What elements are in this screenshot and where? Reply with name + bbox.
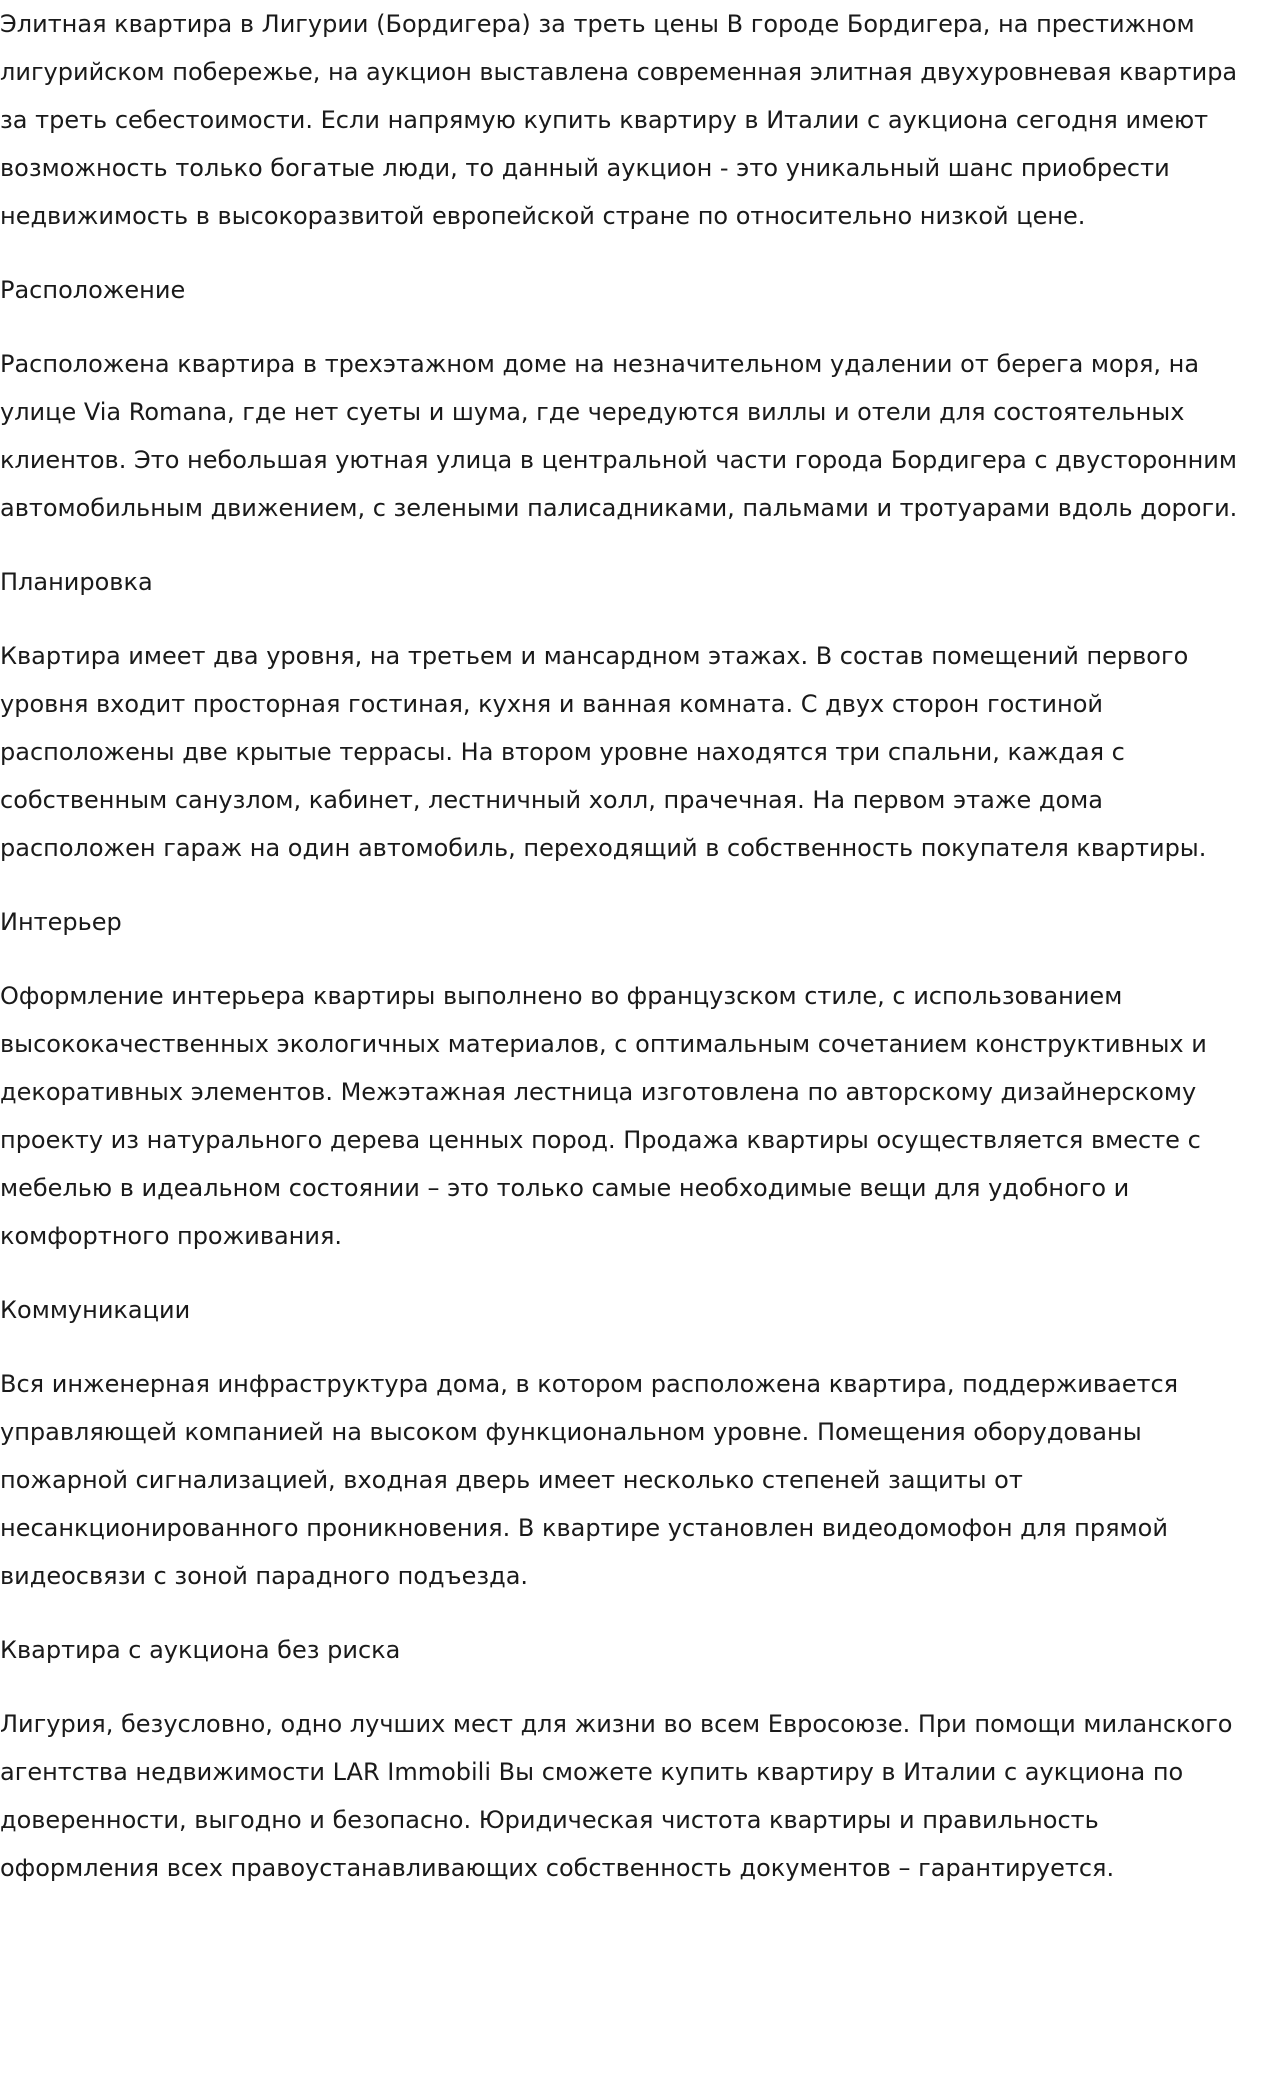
intro-paragraph: Элитная квартира в Лигурии (Бордигера) за треть цены В городе Бордигера, на престижном лигурийском побережье, на аукцион выставлена современная элитная двухуровневая квартира за треть себестоимости. Если напрямую купить квартиру в Италии с аукциона сегодня имеют возможность только богатые люди, то данный аукцион - это уникальный шанс приобрести недвижимость в высокоразвитой европейской стране по относительно низкой цене. <box>0 10 1238 230</box>
section-heading-utilities: Коммуникации <box>0 1296 191 1324</box>
section-text-utilities: Вся инженерная инфраструктура дома, в котором расположена квартира, поддерживается управляющей компанией на высоком функциональном уровне. Помещения оборудованы пожарной сигнализацией, входная дверь имеет несколько степеней защиты от несанкционированного проникновения. В квартире установлен видеодомофон для прямой видеосвязи с зоной парадного подъезда. <box>0 1370 1179 1590</box>
section-heading-no-risk: Квартира с аукциона без риска <box>0 1636 401 1664</box>
section-heading-layout: Планировка <box>0 568 153 596</box>
section-heading-location: Расположение <box>0 276 186 304</box>
section-heading-interior: Интерьер <box>0 908 122 936</box>
section-text-location: Расположена квартира в трехэтажном доме на незначительном удалении от берега моря, на улице Via Romana, где нет суеты и шума, где чередуются виллы и отели для состоятельных клиентов. Это небольшая уютная улица в центральной части города Бордигера с двусторонним автомобильным движением, с зелеными палисадниками, пальмами и тротуарами вдоль дороги. <box>0 350 1238 522</box>
section-text-layout: Квартира имеет два уровня, на третьем и мансардном этажах. В состав помещений первого уровня входит просторная гостиная, кухня и ванная комната. С двух сторон гостиной расположены две крытые террасы. На втором уровне находятся три спальни, каждая с собственным санузлом, кабинет, лестничный холл, прачечная. На первом этаже дома расположен гараж на один автомобиль, переходящий в собственность покупателя квартиры. <box>0 642 1207 862</box>
section-text-no-risk: Лигурия, безусловно, одно лучших мест для жизни во всем Евросоюзе. При помощи миланского агентства недвижимости LAR Immobili Вы сможете купить квартиру в Италии с аукциона по доверенности, выгодно и безопасно. Юридическая чистота квартиры и правильность оформления всех правоустанавливающих собственность документов – гарантируется. <box>0 1710 1233 1882</box>
section-text-interior: Оформление интерьера квартиры выполнено во французском стиле, с использованием высококачественных экологичных материалов, с оптимальным сочетанием конструктивных и декоративных элементов. Межэтажная лестница изготовлена по авторскому дизайнерскому проекту из натурального дерева ценных пород. Продажа квартиры осуществляется вместе с мебелью в идеальном состоянии – это только самые необходимые вещи для удобного и комфортного проживания. <box>0 982 1207 1250</box>
